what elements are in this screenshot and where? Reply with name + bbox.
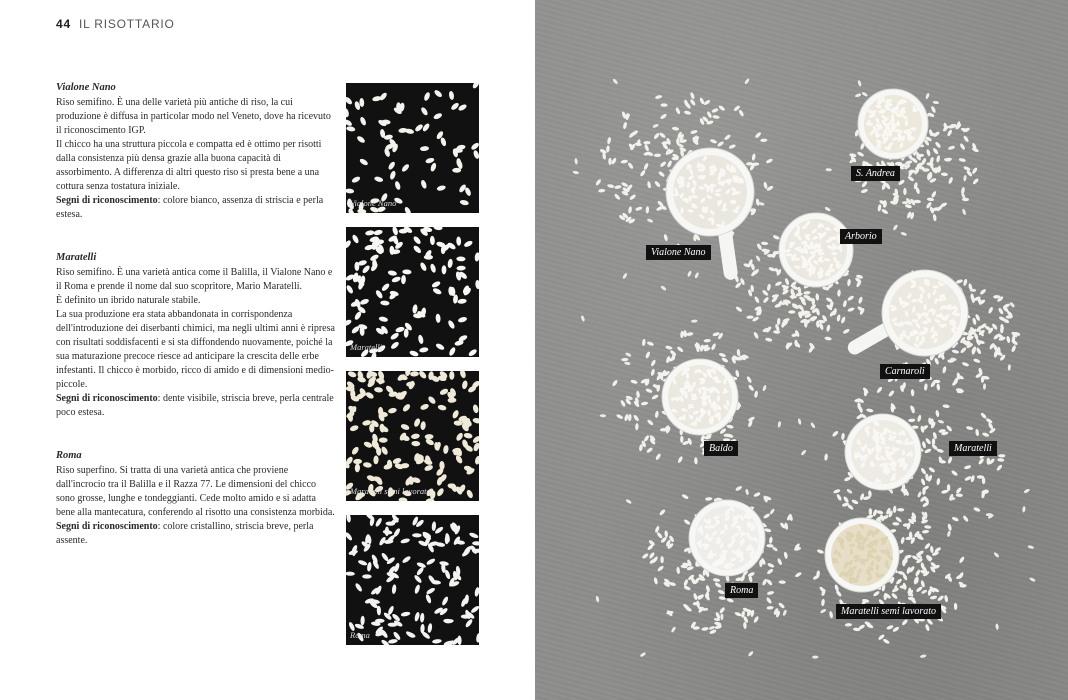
- rice-grains-image: [346, 371, 479, 501]
- section-maratelli: [56, 251, 336, 420]
- rice-grains-image: [346, 83, 479, 213]
- paragraph: Riso semifino. È una varietà antica come il Balilla, il Vialone Nano e il Roma e prende il nome dal suo scopritore, Mario Maratelli.: [56, 267, 333, 292]
- label-baldo: Baldo: [704, 441, 738, 456]
- signs-text: : colore cristallino, striscia breve, perla assente.: [56, 521, 314, 546]
- signs-text: : dente visibile, striscia breve, perla centrale poco estesa.: [56, 393, 334, 418]
- label-roma: Roma: [725, 583, 758, 598]
- rice-varieties-photo: [535, 0, 1068, 700]
- thumbnail-caption: Maratelli semi lavorato: [350, 486, 431, 496]
- label-arborio: Arborio: [840, 229, 882, 244]
- signs-label: Segni di riconoscimento: [56, 393, 158, 404]
- label-maratelli-semi-lavorato: Maratelli semi lavorato: [836, 604, 941, 619]
- thumbnail-roma: [346, 515, 479, 645]
- recognition-signs: [56, 520, 336, 548]
- paragraph: Riso superfino. Si tratta di una varietà antica che proviene dall'incrocio tra il Balilla e il Razza 77. Le dimensioni del chicco sono grosse, lunghe e tondeggianti. Cede molto amido e si adatta bene alla mantecatura, conferendo al risotto una consistenza morbida.: [56, 465, 335, 518]
- section-title: Vialone Nano: [56, 82, 116, 93]
- thumbnail-caption: Vialone Nano: [350, 198, 397, 208]
- thumbnail-caption: Roma: [350, 630, 370, 640]
- running-title: IL RISOTTARIO: [78, 17, 175, 31]
- recognition-signs: [56, 392, 336, 420]
- signs-label: Segni di riconoscimento: [56, 521, 158, 532]
- rice-grains-image: [346, 227, 479, 357]
- rice-grains-image: [346, 515, 479, 645]
- thumbnail-maratelli-semi-lavorato: [346, 371, 479, 501]
- section-roma: [56, 449, 336, 548]
- paragraph: La sua produzione era stata abbandonata in corrispondenza dell'introduzione dei diserbanti chimici, ma negli ultimi anni è ripresa con risultati soddisfacenti e si sta diffondendo nuovamente, poiché la sua maturazione precoce riesce ad anticipare la crescita delle erbe infestanti. Il chicco è morbido, ricco di amido e di dimensioni medio-piccole.: [56, 309, 335, 390]
- running-header: [56, 17, 175, 31]
- thumbnail-maratelli: [346, 227, 479, 357]
- page-number: 44: [56, 17, 71, 31]
- paragraph: È definito un ibrido naturale stabile.: [56, 295, 201, 306]
- recognition-signs: [56, 194, 336, 222]
- rice-bowls-illustration: [535, 0, 1068, 700]
- label-s-andrea: S. Andrea: [851, 166, 900, 181]
- label-maratelli: Maratelli: [949, 441, 997, 456]
- signs-text: : colore bianco, assenza di striscia e perla estesa.: [56, 195, 324, 220]
- thumbnail-caption: Maratelli: [350, 342, 383, 352]
- section-vialone-nano: [56, 81, 336, 222]
- thumbnail-vialone-nano: [346, 83, 479, 213]
- signs-label: Segni di riconoscimento: [56, 195, 158, 206]
- paragraph: Riso semifino. È una delle varietà più antiche di riso, la cui produzione è diffusa in particolar modo nel Veneto, dove ha ricevuto il riconoscimento IGP.: [56, 97, 331, 136]
- section-title: Roma: [56, 450, 82, 461]
- label-vialone-nano: Vialone Nano: [646, 245, 711, 260]
- paragraph: Il chicco ha una struttura piccola e compatta ed è ottimo per risotti dalla consistenza più densa grazie alla buona capacità di assorbimento. A differenza di altri questo riso si presta bene a una cottura senza tostatura iniziale.: [56, 139, 322, 192]
- label-carnaroli: Carnaroli: [880, 364, 930, 379]
- section-title: Maratelli: [56, 252, 97, 263]
